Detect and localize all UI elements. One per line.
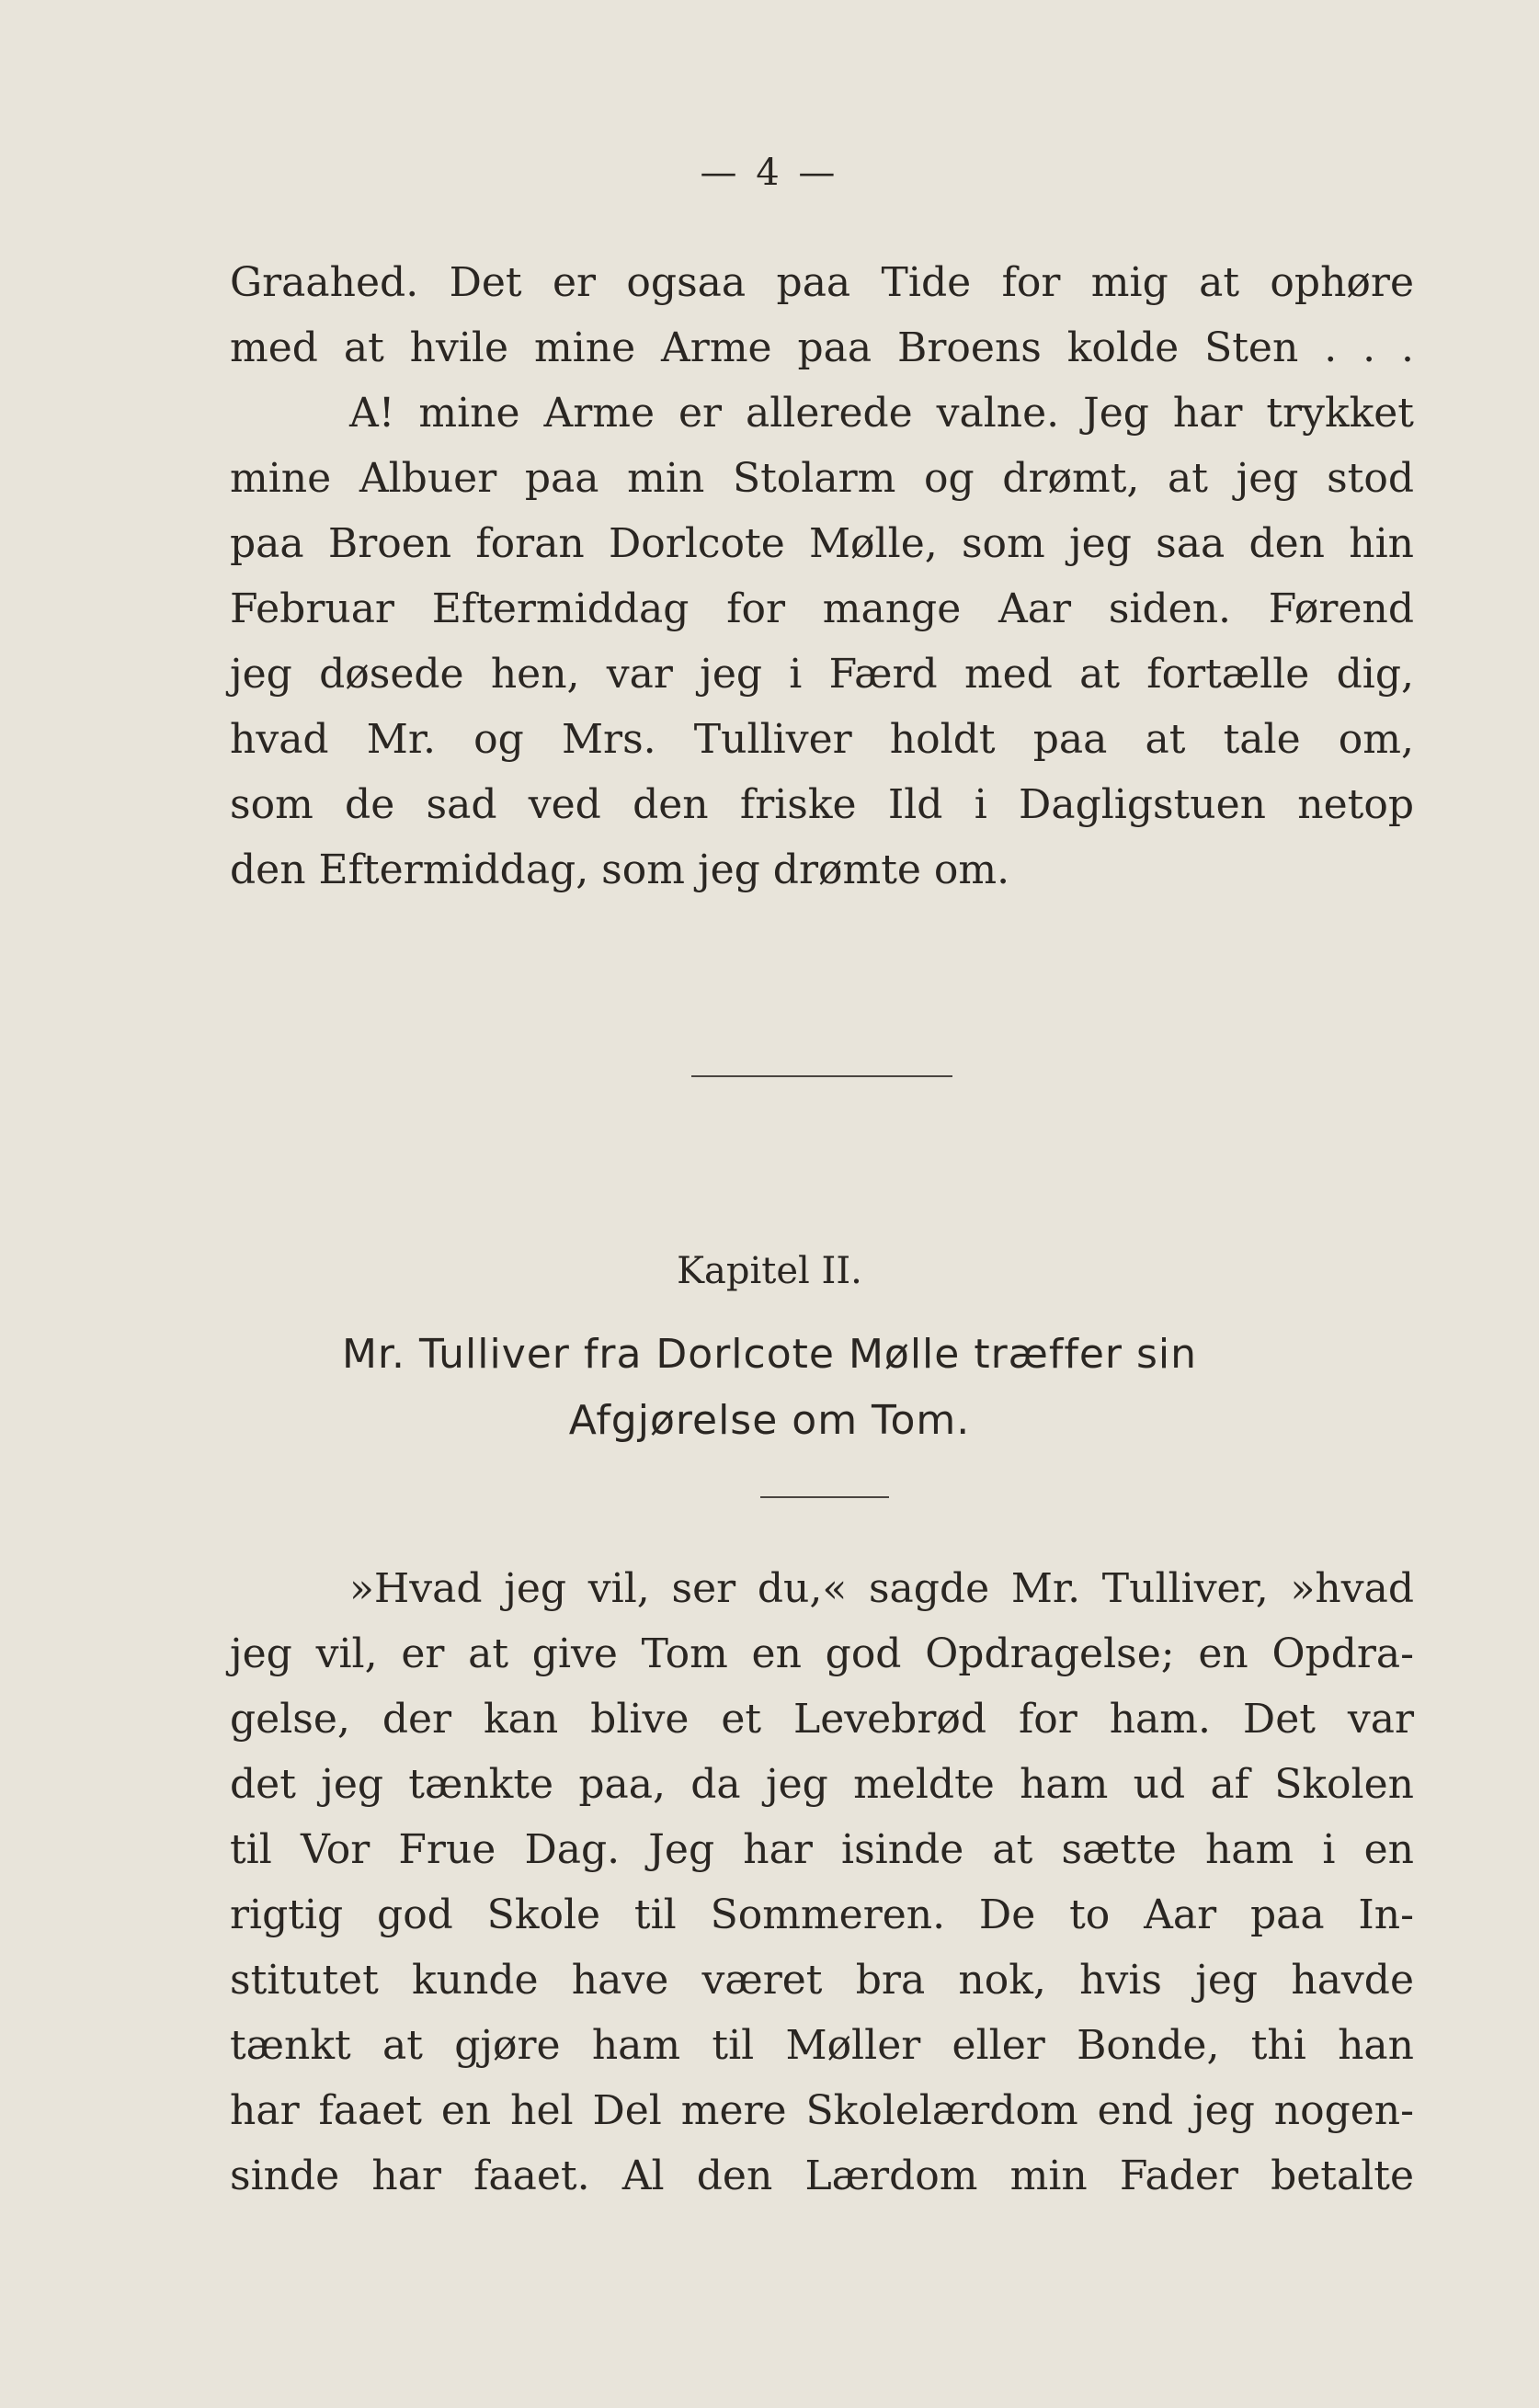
text-line: tænkt at gjøre ham til Møller eller Bonde, thi han [230,2022,1414,2069]
text-line: det jeg tænkte paa, da jeg meldte ham ud af Skolen [230,1761,1414,1808]
text-line: med at hvile mine Arme paa Broens kolde Sten . . . [230,324,1414,371]
text-line: rigtig god Skole til Sommeren. De to Aar paa In- [230,1891,1414,1938]
text-line: A! mine Arme er allerede valne. Jeg har trykket [349,390,1414,437]
text-line: jeg vil, er at give Tom en god Opdragelse; en Opdra- [230,1630,1414,1677]
text-line: sinde har faaet. Al den Lærdom min Fader betalte [230,2152,1414,2199]
text-line: stitutet kunde have været bra nok, hvis jeg havde [230,1957,1414,2004]
chapter-title-divider [760,1496,889,1498]
text-line: paa Broen foran Dorlcote Mølle, som jeg saa den hin [230,520,1414,567]
page-number: — 4 — [700,152,839,194]
text-line: har faaet en hel Del mere Skolelærdom end jeg nogen- [230,2087,1414,2134]
chapter-title-line-1: Mr. Tulliver fra Dorlcote Mølle træffer sin [341,1331,1198,1378]
text-line: jeg døsede hen, var jeg i Færd med at fortælle dig, [230,651,1414,698]
text-line: som de sad ved den friske Ild i Dagligstuen netop [230,781,1414,828]
text-line: hvad Mr. og Mrs. Tulliver holdt paa at tale om, [230,716,1414,763]
text-line: gelse, der kan blive et Levebrød for ham. Det var [230,1696,1414,1743]
text-line: den Eftermiddag, som jeg drømte om. [230,846,1010,893]
text-line: Februar Eftermiddag for mange Aar siden. Førend [230,585,1414,632]
text-line: mine Albuer paa min Stolarm og drømt, at jeg stod [230,455,1414,502]
section-divider [691,1075,952,1077]
text-line: til Vor Frue Dag. Jeg har isinde at sætte ham i en [230,1826,1414,1873]
paragraph-dialogue [230,1556,1414,2209]
text-line: Graahed. Det er ogsaa paa Tide for mig at ophøre [230,259,1414,306]
paragraph-continuation [230,250,1414,903]
chapter-title-line-2: Afgjørelse om Tom. [568,1397,971,1444]
text-line: »Hvad jeg vil, ser du,« sagde Mr. Tulliver, »hvad [349,1565,1414,1612]
chapter-label: Kapitel II. [677,1250,862,1292]
